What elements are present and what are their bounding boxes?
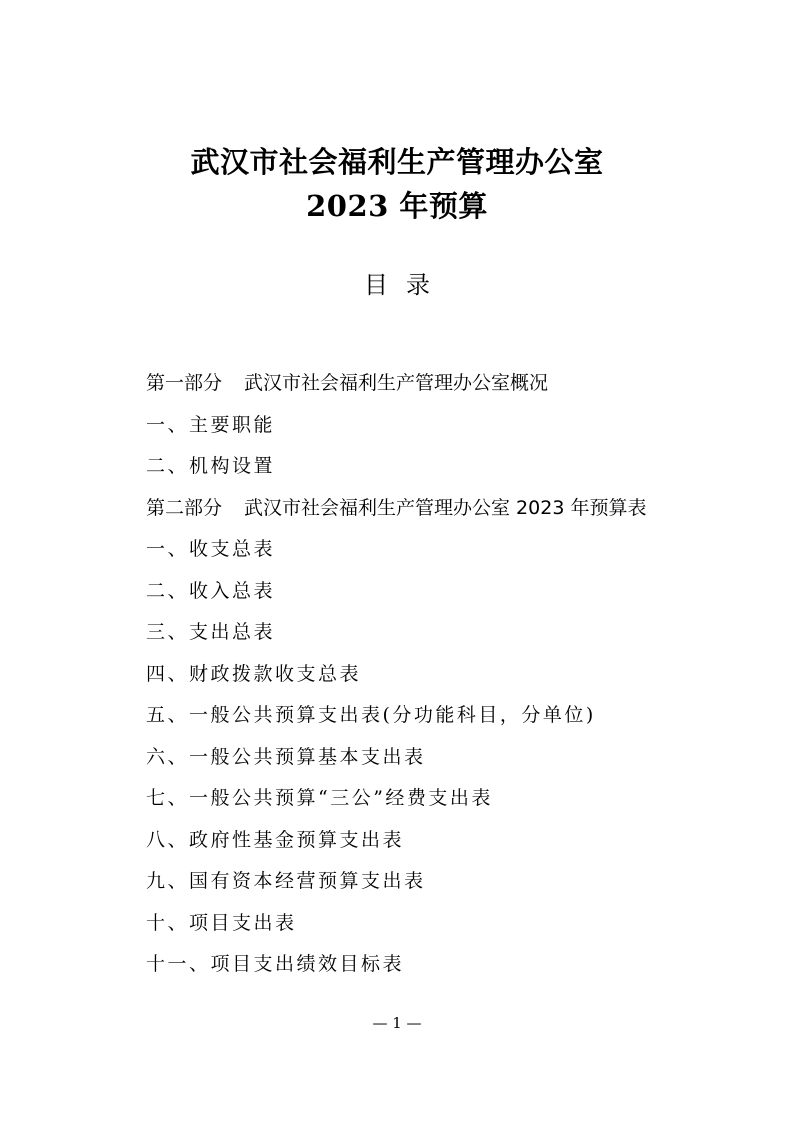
toc-item: 九、国有资本经营预算支出表 — [146, 870, 426, 892]
toc-item: 四、财政拨款收支总表 — [146, 662, 362, 685]
toc-item: 二、机构设置 — [146, 455, 276, 477]
toc-part-label: 武汉市社会福利生产管理办公室概况 — [244, 372, 549, 394]
toc-item: 一、收支总表 — [146, 538, 276, 560]
toc-part-2 — [146, 491, 766, 533]
toc-part-number: 第二部分 — [146, 496, 223, 519]
toc-item: 一、主要职能 — [146, 413, 276, 436]
toc-item: 七、一般公共预算“三公”经费支出表 — [146, 787, 493, 809]
page-number: — 1 — — [372, 1014, 422, 1032]
toc-item: 五、一般公共预算支出表(分功能科目，分单位) — [146, 704, 596, 726]
toc-item: 十一、项目支出绩效目标表 — [146, 953, 405, 975]
toc-item: 六、一般公共预算基本支出表 — [146, 745, 426, 768]
toc-part-1 — [146, 366, 766, 408]
toc-item: 三、支出总表 — [146, 621, 276, 643]
table-of-contents — [146, 366, 766, 989]
toc-item: 十、项目支出表 — [146, 911, 297, 934]
toc-part-label: 武汉市社会福利生产管理办公室 2023 年预算表 — [244, 496, 647, 519]
toc-part-number: 第一部分 — [146, 372, 223, 394]
toc-item: 二、收入总表 — [146, 579, 276, 602]
toc-heading: 目录 — [364, 271, 448, 299]
toc-item: 八、政府性基金预算支出表 — [146, 828, 405, 851]
document-title-line-1: 武汉市社会福利生产管理办公室 — [190, 145, 604, 179]
document-title-line-2: 2023 年预算 — [306, 189, 488, 223]
